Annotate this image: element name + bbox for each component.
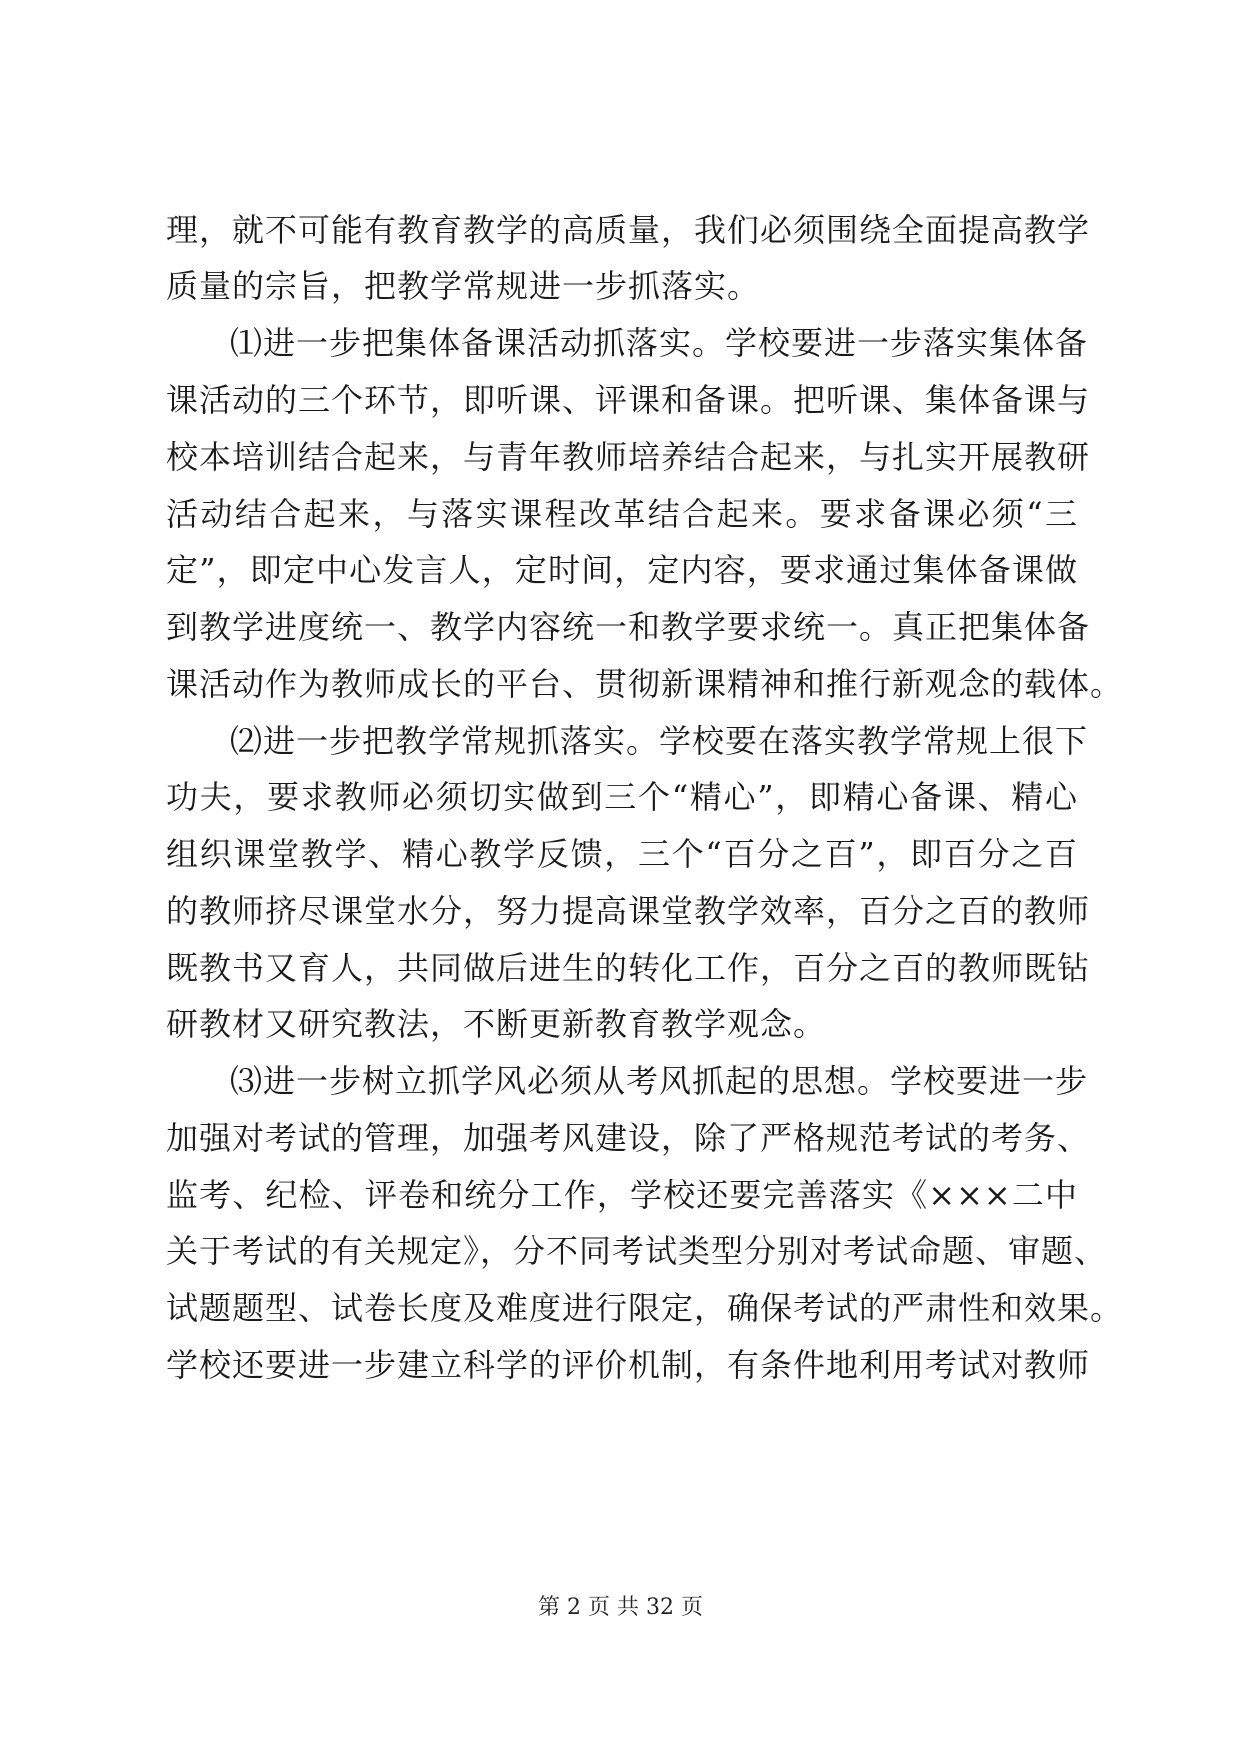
body-text-line: 校本培训结合起来，与青年教师培养结合起来，与扎实开展教研 [166,438,1091,476]
paragraph-1-start: ⑴进一步把集体备课活动抓落实。学校要进一步落实集体备 [230,324,1089,362]
body-text-line: 关于考试的有关规定》，分不同考试类型分别对考试命题、审题、 [166,1232,1108,1270]
body-text-line: 既教书又育人，共同做后进生的转化工作，百分之百的教师既钻 [166,949,1091,987]
body-text-line: 活动结合起来，与落实课程改革结合起来。要求备课必须“三 [166,495,1078,533]
body-text-line: 定”，即定中心发言人，定时间，定内容，要求通过集体备课做 [166,551,1078,589]
paragraph-2-start: ⑵进一步把教学常规抓落实。学校要在落实教学常规上很下 [230,722,1089,760]
paragraph-3-start: ⑶进一步树立抓学风必须从考风抓起的思想。学校要进一步 [230,1062,1089,1100]
body-text-line: 学校还要进一步建立科学的评价机制，有条件地利用考试对教师 [166,1346,1091,1384]
body-text-line: 监考、纪检、评卷和统分工作，学校还要完善落实《×××二中 [166,1176,1078,1214]
body-text-line: 到教学进度统一、教学内容统一和教学要求统一。真正把集体备 [166,608,1091,646]
body-text-line: 组织课堂教学、精心教学反馈，三个“百分之百”，即百分之百 [166,835,1078,873]
body-text-line: 功夫，要求教师必须切实做到三个“精心”，即精心备课、精心 [166,778,1078,816]
body-text-line: 研教材又研究教法，不断更新教育教学观念。 [166,1005,827,1043]
body-text-line: 试题题型、试卷长度及难度进行限定，确保考试的严肃性和效果。 [166,1289,1124,1327]
body-text-line: 课活动的三个环节，即听课、评课和备课。把听课、集体备课与 [166,381,1091,419]
body-text-line: 质量的宗旨，把教学常规进一步抓落实。 [166,267,761,305]
page-number-footer: 第 2 页 共 32 页 [538,1595,703,1620]
body-text-line: 理，就不可能有教育教学的高质量，我们必须围绕全面提高教学 [166,211,1091,249]
body-text-line: 的教师挤尽课堂水分，努力提高课堂教学效率，百分之百的教师 [166,892,1091,930]
body-text-line: 加强对考试的管理，加强考风建设，除了严格规范考试的考务、 [166,1119,1091,1157]
body-text-line: 课活动作为教师成长的平台、贯彻新课精神和推行新观念的载体。 [166,665,1124,703]
